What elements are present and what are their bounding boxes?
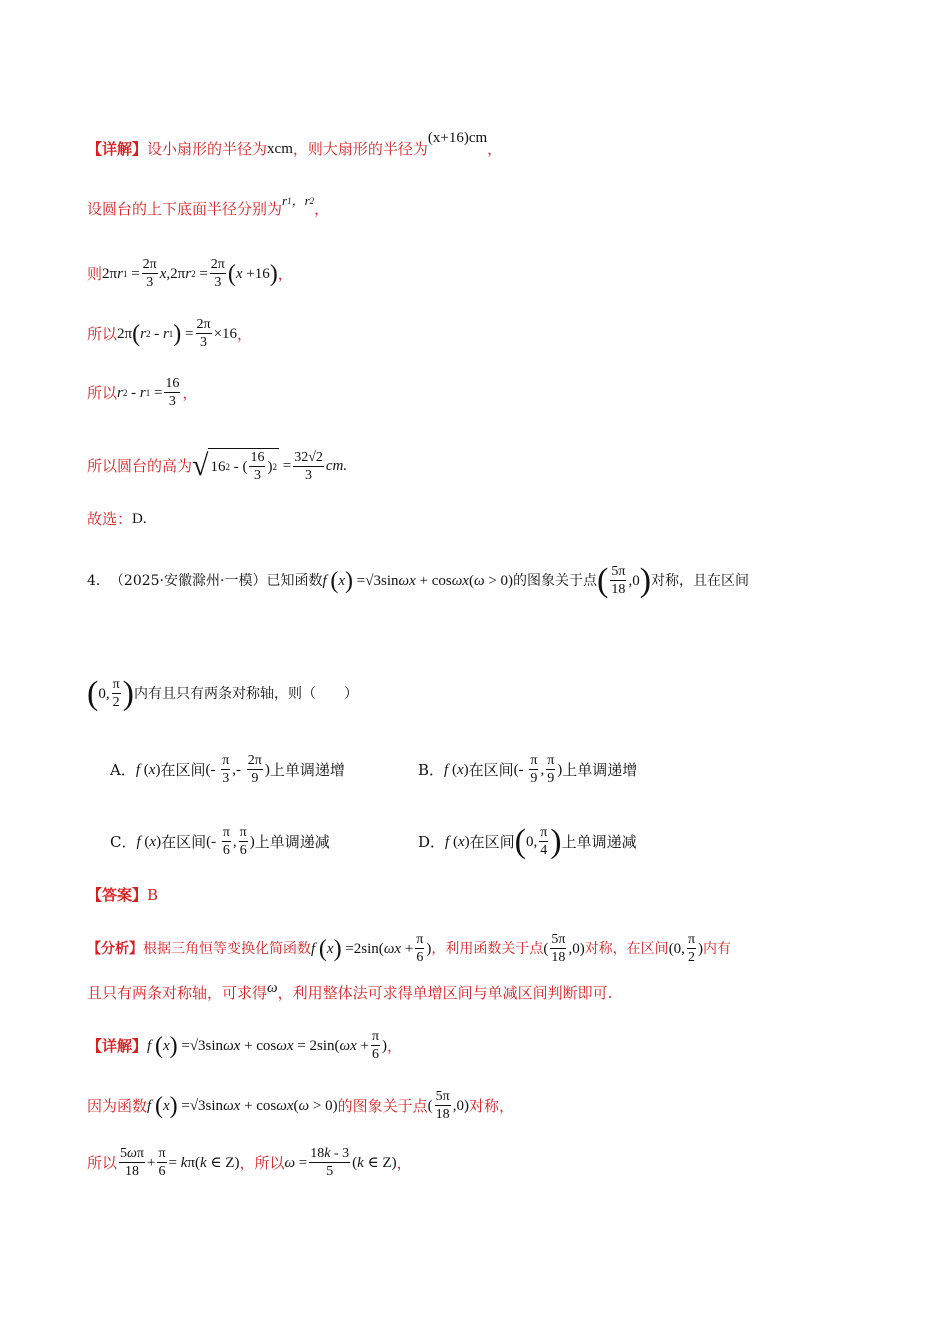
option-a[interactable] [110, 752, 345, 787]
text: ，所以 [239, 1153, 285, 1172]
analysis-tag: 【分析】 [87, 940, 143, 957]
math-interval: (0, $\frac{\pi}{2}$ ) [668, 932, 704, 965]
analysis-line-2 [87, 982, 870, 1004]
math-point: ( $\frac{5\pi}{18}$ ,0) [543, 932, 585, 965]
text: 上单调递减 [254, 832, 330, 851]
answer-value: B [147, 886, 159, 904]
text: 在区间 [161, 832, 207, 851]
text: 在区间 [469, 832, 515, 851]
text: 上单调递增 [269, 760, 345, 779]
question-source: （2025·安徽滁州·一模）已知函数 [109, 572, 323, 589]
text: 所以 [87, 383, 118, 402]
text: 上单调递增 [562, 760, 638, 779]
text: 内有且只有两条对称轴，则（ ） [133, 685, 358, 702]
text: 则 [87, 264, 103, 283]
text: 对称，在区间 [584, 940, 669, 957]
math-interval-b: (- $\frac{\pi}{9}$ , $\frac{\pi}{9}$ ) [513, 753, 563, 786]
detail-tag: 【详解】 [87, 1036, 148, 1055]
choose-line [87, 508, 870, 530]
text: 所以圆台的高为 [87, 457, 193, 475]
text: 因为函数 [87, 1096, 148, 1115]
because-line [87, 1088, 870, 1123]
math-x-unit: xcm [267, 141, 293, 157]
math-interval: ( 0, $\frac{\pi}{2}$ ) [87, 674, 134, 712]
math-fx: f ( x ) [136, 833, 162, 850]
math-detail2: f ( x ) =√3sin ωx + cos ωx = 2sin( ωx + $\frac{\pi}{6}$ ) [147, 1029, 388, 1062]
question-4 [87, 563, 870, 598]
text: 所以 [87, 1153, 118, 1172]
detail-line-3 [87, 256, 870, 291]
text: ，利用整体法可求得单增区间与单减区间判断即可. [277, 984, 613, 1002]
question-4-line-2 [87, 676, 870, 711]
detail-tag: 【详解】 [87, 140, 148, 158]
punct: ， [237, 324, 253, 343]
text: 且只有两条对称轴，可求得 [87, 984, 268, 1002]
option-label: D． [418, 832, 446, 851]
detail-line-6 [87, 448, 870, 484]
math-interval-a: (- $\frac{\pi}{3}$ ,- $\frac{2\pi}{9}$ ) [205, 753, 270, 786]
option-b[interactable] [418, 752, 637, 787]
detail-line-1 [87, 130, 870, 160]
math-interval-c: (- $\frac{\pi}{6}$ , $\frac{\pi}{6}$ ) [206, 825, 255, 858]
text: 内有 [703, 940, 732, 957]
text: 对称， [468, 1096, 514, 1115]
math-interval-d: ( 0, $\frac{\pi}{4}$ ) [514, 822, 562, 860]
text: 的图象关于点 [337, 1096, 428, 1115]
text: 设圆台的上下底面半径分别为 [87, 200, 283, 218]
math-equation-3: r 2 - r 1 = $\frac{16}{3}$ [117, 376, 180, 409]
math-height: √ 16 2 - ( $\frac{16}{3}$ ) 2 = $\frac{32√2}{3}$ cm. [192, 449, 348, 483]
option-label: B． [418, 760, 445, 779]
punct: ， [314, 200, 330, 218]
sothat-line [87, 1145, 870, 1180]
punct: ， [396, 1153, 412, 1172]
option-c[interactable] [110, 824, 330, 859]
text: 根据三角恒等变换化简函数 [143, 940, 311, 957]
punct: ， [387, 1036, 403, 1055]
math-omega-value: ω = $\frac{18k - 3}{5}$ ( k ∈ Z) [284, 1146, 397, 1179]
math-fx: f ( x ) [445, 833, 470, 850]
option-d[interactable] [418, 824, 637, 859]
answer-tag: 【答案】 [87, 886, 148, 904]
detail2-line [87, 1028, 870, 1063]
text: 对称，且在区间 [651, 572, 750, 589]
answer-line [87, 884, 870, 906]
math-equation-k: $\frac{5\omega\pi}{18}$ + $\frac{\pi}{6}$ = k π( k ∈ Z) [120, 1146, 240, 1179]
math-point: ( $\frac{5\pi}{18}$ ,0 ) [597, 561, 652, 599]
punct: ， [182, 383, 198, 402]
text: 在区间 [160, 760, 206, 779]
punct: ， [277, 264, 293, 283]
text: 在区间 [468, 760, 514, 779]
math-simplified: f ( x ) =2sin( ωx + $\frac{\pi}{6}$ ) [311, 932, 432, 965]
math-point: ( $\frac{5\pi}{18}$ ,0) [427, 1089, 469, 1122]
math-function: f ( x ) =√3sin ωx + cos ωx ( ω > 0) [147, 1092, 338, 1119]
text: ，利用函数关于点 [431, 940, 544, 957]
math-fx: f ( x ) [444, 761, 469, 778]
math-r1: r 1 ， r 2 [282, 193, 315, 208]
detail-line-4 [87, 316, 870, 351]
text: 上单调递减 [561, 832, 637, 851]
math-omega: ω [267, 980, 278, 996]
detail-text: 设小扇形的半径为 [147, 140, 268, 158]
detail-line-5 [87, 375, 870, 410]
math-equation-2: 2π ( r 2 - r 1 ) = $\frac{2\pi}{3}$ ×16 [117, 317, 238, 350]
choose-answer: D. [132, 511, 147, 527]
punct: ， [487, 140, 503, 158]
math-fx: f ( x ) [135, 761, 161, 778]
option-label: C． [110, 832, 137, 851]
analysis-line-1 [87, 931, 870, 966]
text: 故选： [87, 510, 133, 528]
math-big-radius: (x+16)cm [427, 130, 488, 146]
text: 的图象关于点 [513, 572, 598, 589]
question-number: 4． [87, 572, 110, 589]
math-function: f ( x ) =√3sin ωx + cos ωx ( ω > 0) [322, 567, 514, 594]
detail-text: ，则大扇形的半径为 [292, 140, 428, 158]
option-label: A． [110, 760, 136, 779]
detail-line-2 [87, 193, 870, 220]
math-equation-1: 2π r 1 = $\frac{2\pi}{3}$ x ,2π r 2 = $\frac{2\pi}{3}$ ( x +16 ) [102, 257, 278, 290]
text: 所以 [87, 324, 118, 343]
